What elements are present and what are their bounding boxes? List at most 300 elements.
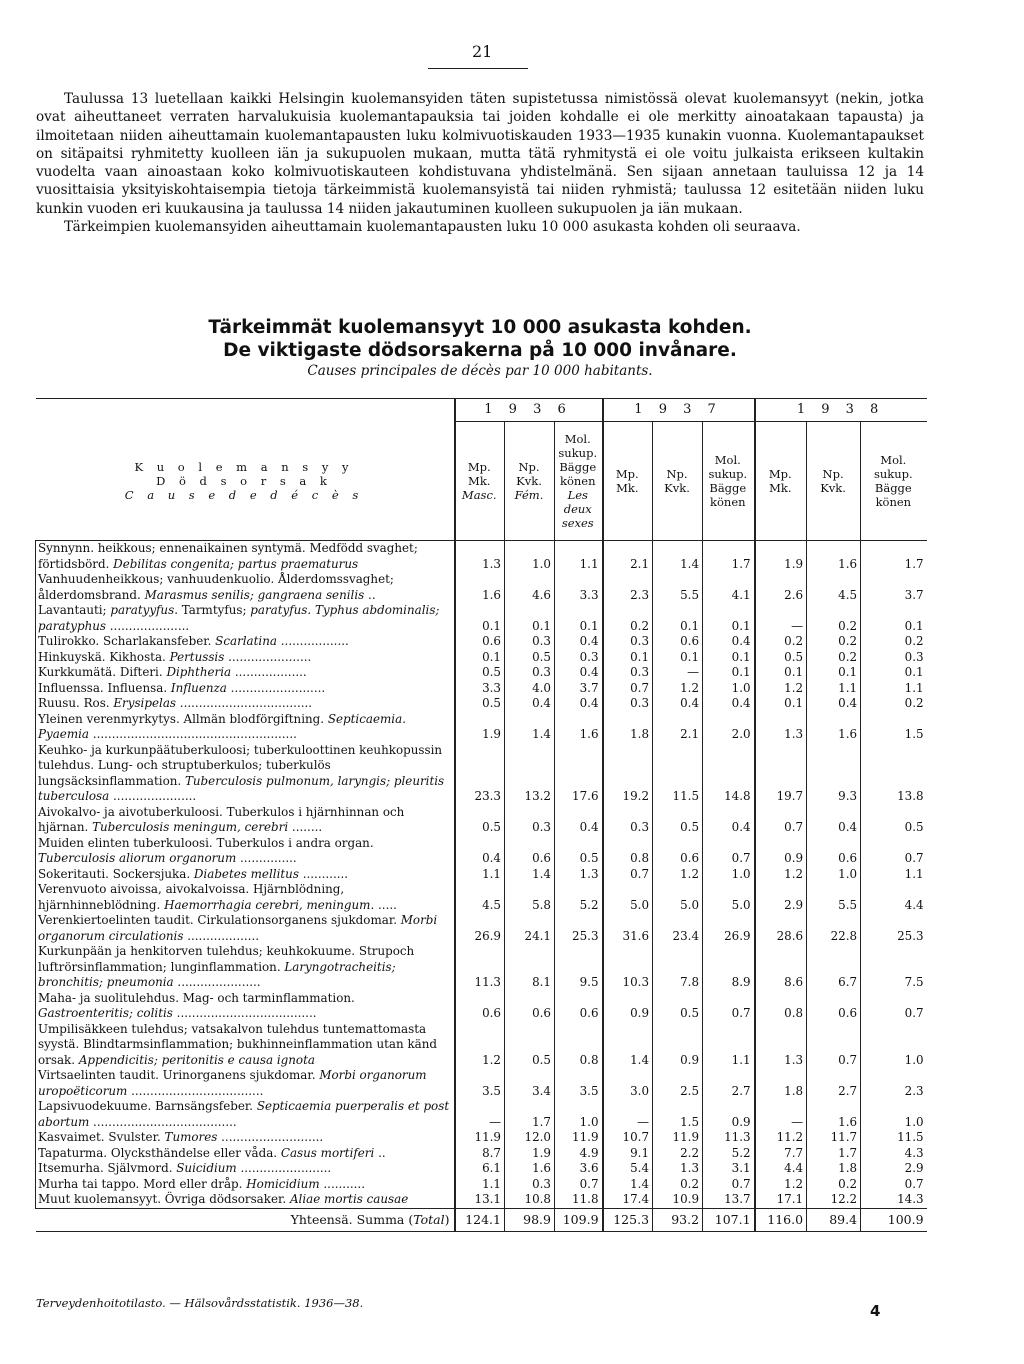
- value-cell: 0.4: [555, 696, 603, 712]
- value-cell: 2.7: [703, 1068, 755, 1099]
- value-cell: 0.2: [755, 634, 807, 650]
- value-cell: 0.1: [653, 603, 703, 634]
- col-label: Np.: [822, 467, 844, 481]
- cause-label: Kurkunpään ja henkitorven tulehdus; keuhkokuume. Strupoch luftrörsinflammation; lunginflammation. Laryngotracheitis; bronchitis; pneumonia ......................: [36, 944, 455, 991]
- col-label: Fém.: [514, 488, 544, 502]
- value-cell: 1.0: [555, 1099, 603, 1130]
- table-row: [36, 913, 927, 944]
- table-row: [36, 1130, 927, 1146]
- value-cell: 0.1: [555, 603, 603, 634]
- cause-label: Umpilisäkkeen tulehdus; vatsakalvon tulehdus tuntemattomasta syystä. Blindtarmsinflammation; bukhinneinflammation utan känd orsak. Appendicitis; peritonitis e causa ignota: [36, 1022, 455, 1069]
- value-cell: —: [653, 665, 703, 681]
- value-cell: 1.1: [807, 681, 861, 697]
- col-label: Kvk.: [820, 481, 846, 495]
- value-cell: 1.4: [603, 1177, 653, 1193]
- col-label: Mp.: [467, 460, 491, 474]
- value-cell: 4.1: [703, 572, 755, 603]
- value-cell: 0.4: [505, 696, 555, 712]
- value-cell: 12.0: [505, 1130, 555, 1146]
- title-french: Causes principales de décès par 10 000 habitants.: [307, 363, 653, 379]
- value-cell: 2.9: [861, 1161, 927, 1177]
- cause-label: Aivokalvo- ja aivotuberkuloosi. Tuberkulos i hjärnhinnan och hjärnan. Tuberculosis meningum, cerebri ........: [36, 805, 455, 836]
- col-label: Mk.: [616, 481, 639, 495]
- value-cell: 1.5: [653, 1099, 703, 1130]
- value-cell: 0.1: [603, 650, 653, 666]
- total-value: 100.9: [861, 1208, 927, 1231]
- value-cell: 6.1: [455, 1161, 505, 1177]
- cause-label: Kasvaimet. Svulster. Tumores ...........................: [36, 1130, 455, 1146]
- year-1938: 1 9 3 8: [755, 399, 927, 422]
- col-1938-male: [755, 422, 807, 541]
- value-cell: 0.3: [861, 650, 927, 666]
- cause-label: Lapsivuodekuume. Barnsängsfeber. Septicaemia puerperalis et post abortum ......................................: [36, 1099, 455, 1130]
- intro-text: [36, 90, 924, 236]
- value-cell: 17.1: [755, 1192, 807, 1208]
- value-cell: 0.4: [807, 805, 861, 836]
- column-header-row: [36, 422, 927, 541]
- value-cell: 0.1: [703, 650, 755, 666]
- value-cell: 0.3: [505, 634, 555, 650]
- value-cell: 1.0: [861, 1022, 927, 1069]
- col-label: deux: [563, 502, 592, 516]
- col-label: Np.: [666, 467, 688, 481]
- value-cell: 13.1: [455, 1192, 505, 1208]
- value-cell: 0.6: [807, 836, 861, 867]
- value-cell: 25.3: [555, 913, 603, 944]
- col-label: Les: [567, 488, 588, 502]
- value-cell: 0.3: [603, 805, 653, 836]
- value-cell: 0.1: [653, 650, 703, 666]
- table-row: [36, 1099, 927, 1130]
- value-cell: 1.3: [455, 541, 505, 573]
- value-cell: 0.2: [653, 1177, 703, 1193]
- value-cell: 2.0: [703, 712, 755, 743]
- value-cell: 23.4: [653, 913, 703, 944]
- value-cell: 0.3: [505, 665, 555, 681]
- cause-label: Tapaturma. Olycksthändelse eller våda. Casus mortiferi ..: [36, 1146, 455, 1162]
- value-cell: 0.2: [807, 1177, 861, 1193]
- col-label: Mol.: [714, 453, 741, 467]
- value-cell: 2.3: [861, 1068, 927, 1099]
- value-cell: 3.7: [861, 572, 927, 603]
- value-cell: 2.5: [653, 1068, 703, 1099]
- col-1936-both: [555, 422, 603, 541]
- cause-label: Murha tai tappo. Mord eller dråp. Homicidium ...........: [36, 1177, 455, 1193]
- value-cell: 1.6: [455, 572, 505, 603]
- year-header-row: [36, 399, 927, 422]
- value-cell: 8.1: [505, 944, 555, 991]
- value-cell: 11.9: [653, 1130, 703, 1146]
- value-cell: 0.1: [755, 696, 807, 712]
- value-cell: 1.0: [807, 867, 861, 883]
- table-body: [36, 541, 927, 1232]
- value-cell: 0.9: [755, 836, 807, 867]
- table-row: [36, 681, 927, 697]
- cause-label: Yleinen verenmyrkytys. Allmän blodförgiftning. Septicaemia. Pyaemia ......................................................: [36, 712, 455, 743]
- value-cell: 9.3: [807, 743, 861, 805]
- cause-label: Kurkkumätä. Difteri. Diphtheria ...................: [36, 665, 455, 681]
- cause-column-header: [36, 422, 455, 541]
- table-row: [36, 1022, 927, 1069]
- value-cell: 0.3: [603, 634, 653, 650]
- cause-header-fr: C a u s e d e d é c è s: [124, 487, 364, 502]
- value-cell: 1.0: [861, 1099, 927, 1130]
- cause-label: Muiden elinten tuberkuloosi. Tuberkulos i andra organ. Tuberculosis aliorum organorum ...............: [36, 836, 455, 867]
- year-1937: 1 9 3 7: [603, 399, 755, 422]
- value-cell: 19.2: [603, 743, 653, 805]
- table-row: [36, 1192, 927, 1208]
- year-1936: 1 9 3 6: [455, 399, 603, 422]
- page-number-rule: [428, 68, 528, 69]
- value-cell: 17.6: [555, 743, 603, 805]
- value-cell: 1.6: [807, 1099, 861, 1130]
- value-cell: 0.6: [555, 991, 603, 1022]
- value-cell: 3.1: [703, 1161, 755, 1177]
- col-1937-both: [703, 422, 755, 541]
- value-cell: 0.5: [861, 805, 927, 836]
- value-cell: 1.3: [755, 1022, 807, 1069]
- value-cell: 0.5: [455, 665, 505, 681]
- value-cell: 11.5: [861, 1130, 927, 1146]
- value-cell: 4.0: [505, 681, 555, 697]
- value-cell: 1.1: [555, 541, 603, 573]
- cause-label: Sokeritauti. Sockersjuka. Diabetes mellitus ............: [36, 867, 455, 883]
- value-cell: 3.7: [555, 681, 603, 697]
- title-swedish: De viktigaste dödsorsakerna på 10 000 invånare.: [223, 340, 737, 361]
- value-cell: 26.9: [703, 913, 755, 944]
- col-1938-both: [861, 422, 927, 541]
- table-row: [36, 882, 927, 913]
- sheet-number: 4: [870, 1302, 881, 1320]
- value-cell: 0.9: [603, 991, 653, 1022]
- value-cell: 5.0: [653, 882, 703, 913]
- col-label: sukup.: [558, 446, 598, 460]
- table-row: [36, 650, 927, 666]
- col-label: könen: [710, 495, 746, 509]
- value-cell: 0.5: [455, 696, 505, 712]
- value-cell: 3.4: [505, 1068, 555, 1099]
- value-cell: 14.3: [861, 1192, 927, 1208]
- value-cell: 0.6: [653, 634, 703, 650]
- value-cell: 5.8: [505, 882, 555, 913]
- death-causes-table: [35, 398, 927, 1232]
- col-1938-female: [807, 422, 861, 541]
- value-cell: 0.6: [505, 836, 555, 867]
- source-footer: Terveydenhoitotilasto. — Hälsovårdsstatistik. 1936—38.: [36, 1296, 364, 1310]
- value-cell: 0.6: [455, 991, 505, 1022]
- value-cell: 1.3: [555, 867, 603, 883]
- value-cell: 3.3: [555, 572, 603, 603]
- value-cell: 7.8: [653, 944, 703, 991]
- value-cell: 7.5: [861, 944, 927, 991]
- col-label: Mol.: [564, 432, 591, 446]
- value-cell: 0.2: [807, 634, 861, 650]
- value-cell: 0.3: [505, 1177, 555, 1193]
- value-cell: 0.4: [555, 665, 603, 681]
- col-label: Bägge: [874, 481, 912, 495]
- value-cell: 1.8: [755, 1068, 807, 1099]
- value-cell: 0.1: [703, 603, 755, 634]
- value-cell: 0.3: [555, 650, 603, 666]
- cause-label: Vanhuudenheikkous; vanhuudenkuolio. Ålderdomssvaghet; ålderdomsbrand. Marasmus senilis; gangraena senilis ..: [36, 572, 455, 603]
- value-cell: 0.4: [455, 836, 505, 867]
- value-cell: 0.2: [861, 634, 927, 650]
- value-cell: 10.3: [603, 944, 653, 991]
- total-value: 125.3: [603, 1208, 653, 1231]
- value-cell: 10.7: [603, 1130, 653, 1146]
- value-cell: 8.6: [755, 944, 807, 991]
- value-cell: 11.7: [807, 1130, 861, 1146]
- value-cell: 1.9: [755, 541, 807, 573]
- value-cell: 13.7: [703, 1192, 755, 1208]
- value-cell: 1.2: [653, 867, 703, 883]
- value-cell: 0.7: [603, 867, 653, 883]
- value-cell: 11.9: [455, 1130, 505, 1146]
- value-cell: 5.2: [555, 882, 603, 913]
- table-row: [36, 991, 927, 1022]
- value-cell: 5.2: [703, 1146, 755, 1162]
- value-cell: 0.3: [505, 805, 555, 836]
- value-cell: 1.1: [455, 867, 505, 883]
- table-row: [36, 665, 927, 681]
- value-cell: 25.3: [861, 913, 927, 944]
- value-cell: 22.8: [807, 913, 861, 944]
- cause-label: Hinkuyskä. Kikhosta. Pertussis ......................: [36, 650, 455, 666]
- value-cell: 2.6: [755, 572, 807, 603]
- col-1937-female: [653, 422, 703, 541]
- value-cell: 0.5: [555, 836, 603, 867]
- value-cell: 0.8: [755, 991, 807, 1022]
- value-cell: 0.4: [555, 805, 603, 836]
- table-row: [36, 836, 927, 867]
- value-cell: 0.1: [755, 665, 807, 681]
- table-row: [36, 805, 927, 836]
- value-cell: 4.4: [861, 882, 927, 913]
- value-cell: 1.2: [455, 1022, 505, 1069]
- value-cell: 0.1: [455, 650, 505, 666]
- value-cell: 1.6: [807, 712, 861, 743]
- table-row: [36, 696, 927, 712]
- value-cell: 0.5: [653, 991, 703, 1022]
- value-cell: 1.7: [505, 1099, 555, 1130]
- value-cell: 0.7: [755, 805, 807, 836]
- col-label: Mol.: [880, 453, 907, 467]
- col-label: Mk.: [468, 474, 491, 488]
- value-cell: 11.5: [653, 743, 703, 805]
- value-cell: 0.2: [807, 603, 861, 634]
- value-cell: 4.6: [505, 572, 555, 603]
- table-row: [36, 572, 927, 603]
- value-cell: 4.5: [455, 882, 505, 913]
- page-number: 21: [472, 42, 493, 61]
- total-row: [36, 1208, 927, 1231]
- cause-label: Maha- ja suolitulehdus. Mag- och tarminflammation. Gastroenteritis; colitis .....................................: [36, 991, 455, 1022]
- value-cell: 0.7: [703, 836, 755, 867]
- value-cell: 1.3: [653, 1161, 703, 1177]
- value-cell: 9.1: [603, 1146, 653, 1162]
- col-label: könen: [560, 474, 596, 488]
- value-cell: 1.4: [505, 712, 555, 743]
- value-cell: 0.1: [807, 665, 861, 681]
- table-titles: [100, 316, 860, 380]
- col-label: Bägge: [559, 460, 597, 474]
- col-label: Mp.: [768, 467, 792, 481]
- value-cell: 1.7: [861, 541, 927, 573]
- value-cell: 0.6: [653, 836, 703, 867]
- value-cell: 3.5: [555, 1068, 603, 1099]
- cause-header-fi: K u o l e m a n s y y: [134, 459, 354, 474]
- value-cell: 0.4: [555, 634, 603, 650]
- value-cell: 4.5: [807, 572, 861, 603]
- value-cell: 0.7: [603, 681, 653, 697]
- value-cell: 5.5: [653, 572, 703, 603]
- cause-label: Verenkiertoelinten taudit. Cirkulationsorganens sjukdomar. Morbi organorum circulationis ...................: [36, 913, 455, 944]
- value-cell: 1.2: [755, 681, 807, 697]
- value-cell: 0.7: [861, 1177, 927, 1193]
- value-cell: 31.6: [603, 913, 653, 944]
- value-cell: 1.8: [603, 712, 653, 743]
- value-cell: 26.9: [455, 913, 505, 944]
- value-cell: 5.0: [603, 882, 653, 913]
- value-cell: 0.1: [505, 603, 555, 634]
- cause-label: Keuhko- ja kurkunpäätuberkuloosi; tuberkuloottinen keuhkopussin tulehdus. Lung- och struptuberkulos; tuberkulös lungsäcksinflammation. Tuberculosis pulmonum, laryngis; pleuritis tuberculosa ......................: [36, 743, 455, 805]
- value-cell: 0.4: [703, 805, 755, 836]
- title-finnish: Tärkeimmät kuolemansyyt 10 000 asukasta kohden.: [208, 317, 752, 338]
- value-cell: —: [603, 1099, 653, 1130]
- col-label: Mp.: [615, 467, 639, 481]
- value-cell: 1.9: [455, 712, 505, 743]
- total-value: 107.1: [703, 1208, 755, 1231]
- table-row: [36, 743, 927, 805]
- cause-label: Synnynn. heikkous; ennenaikainen syntymä. Medfödd svaghet; förtidsbörd. Debilitas congenita; partus praematurus: [36, 541, 455, 573]
- value-cell: 13.8: [861, 743, 927, 805]
- value-cell: 4.4: [755, 1161, 807, 1177]
- value-cell: —: [755, 603, 807, 634]
- value-cell: 3.3: [455, 681, 505, 697]
- table-row: [36, 1177, 927, 1193]
- cause-label: Influenssa. Influensa. Influenza .........................: [36, 681, 455, 697]
- value-cell: 3.6: [555, 1161, 603, 1177]
- value-cell: 11.2: [755, 1130, 807, 1146]
- total-value: 93.2: [653, 1208, 703, 1231]
- value-cell: 0.9: [703, 1099, 755, 1130]
- value-cell: 0.8: [603, 836, 653, 867]
- col-label: Np.: [518, 460, 540, 474]
- value-cell: 0.4: [703, 696, 755, 712]
- value-cell: 0.6: [505, 991, 555, 1022]
- intro-paragraph-2: Tärkeimpien kuolemansyiden aiheuttamain kuolemantapausten luku 10 000 asukasta kohden oli seuraava.: [64, 219, 801, 236]
- value-cell: 4.9: [555, 1146, 603, 1162]
- value-cell: 1.0: [703, 681, 755, 697]
- value-cell: 0.6: [807, 991, 861, 1022]
- value-cell: 0.6: [455, 634, 505, 650]
- value-cell: 5.0: [703, 882, 755, 913]
- value-cell: 1.4: [653, 541, 703, 573]
- value-cell: 0.2: [807, 650, 861, 666]
- value-cell: 0.7: [703, 991, 755, 1022]
- table-row: [36, 1068, 927, 1099]
- value-cell: 1.2: [755, 1177, 807, 1193]
- value-cell: 0.1: [703, 665, 755, 681]
- table-row: [36, 603, 927, 634]
- value-cell: 1.1: [861, 681, 927, 697]
- cause-header-sv: D ö d s o r s a k: [156, 473, 332, 488]
- col-1936-female: [505, 422, 555, 541]
- value-cell: 0.2: [603, 603, 653, 634]
- value-cell: 4.3: [861, 1146, 927, 1162]
- value-cell: 0.7: [807, 1022, 861, 1069]
- value-cell: 0.5: [505, 650, 555, 666]
- value-cell: 1.5: [861, 712, 927, 743]
- value-cell: 1.1: [861, 867, 927, 883]
- value-cell: 10.8: [505, 1192, 555, 1208]
- value-cell: 0.3: [603, 696, 653, 712]
- value-cell: 0.4: [807, 696, 861, 712]
- value-cell: 0.8: [555, 1022, 603, 1069]
- value-cell: 1.4: [603, 1022, 653, 1069]
- value-cell: 2.7: [807, 1068, 861, 1099]
- value-cell: 1.3: [755, 712, 807, 743]
- value-cell: 0.3: [603, 665, 653, 681]
- cause-label: Itsemurha. Självmord. Suicidium ........................: [36, 1161, 455, 1177]
- total-value: 116.0: [755, 1208, 807, 1231]
- value-cell: 1.2: [755, 867, 807, 883]
- value-cell: 1.6: [807, 541, 861, 573]
- value-cell: 6.7: [807, 944, 861, 991]
- value-cell: 5.5: [807, 882, 861, 913]
- col-label: Kvk.: [516, 474, 542, 488]
- value-cell: 8.9: [703, 944, 755, 991]
- value-cell: 2.9: [755, 882, 807, 913]
- value-cell: 12.2: [807, 1192, 861, 1208]
- cause-label: Tulirokko. Scharlakansfeber. Scarlatina ..................: [36, 634, 455, 650]
- value-cell: 0.1: [861, 603, 927, 634]
- value-cell: 1.8: [807, 1161, 861, 1177]
- total-value: 98.9: [505, 1208, 555, 1231]
- col-label: sexes: [561, 516, 594, 530]
- value-cell: 0.5: [755, 650, 807, 666]
- year-header-spacer: [36, 399, 455, 422]
- total-value: 89.4: [807, 1208, 861, 1231]
- value-cell: 1.7: [807, 1146, 861, 1162]
- value-cell: —: [755, 1099, 807, 1130]
- cause-label: Verenvuoto aivoissa, aivokalvoissa. Hjärnblödning, hjärnhinneblödning. Haemorrhagia cerebri, meningum. .....: [36, 882, 455, 913]
- value-cell: 1.6: [505, 1161, 555, 1177]
- value-cell: 2.2: [653, 1146, 703, 1162]
- table-row: [36, 867, 927, 883]
- value-cell: 0.2: [861, 696, 927, 712]
- value-cell: 0.7: [861, 836, 927, 867]
- value-cell: 23.3: [455, 743, 505, 805]
- value-cell: 1.0: [505, 541, 555, 573]
- col-label: sukup.: [873, 467, 913, 481]
- value-cell: 17.4: [603, 1192, 653, 1208]
- value-cell: 11.3: [455, 944, 505, 991]
- value-cell: 5.4: [603, 1161, 653, 1177]
- table-row: [36, 634, 927, 650]
- total-value: 124.1: [455, 1208, 505, 1231]
- cause-label: Lavantauti; paratyyfus. Tarmtyfus; paratyfus. Typhus abdominalis; paratyphus .....................: [36, 603, 455, 634]
- value-cell: 28.6: [755, 913, 807, 944]
- value-cell: 9.5: [555, 944, 603, 991]
- table-row: [36, 712, 927, 743]
- value-cell: 0.4: [703, 634, 755, 650]
- value-cell: 0.7: [861, 991, 927, 1022]
- table-row: [36, 541, 927, 573]
- value-cell: 2.3: [603, 572, 653, 603]
- col-label: Masc.: [461, 488, 497, 502]
- value-cell: 0.4: [653, 696, 703, 712]
